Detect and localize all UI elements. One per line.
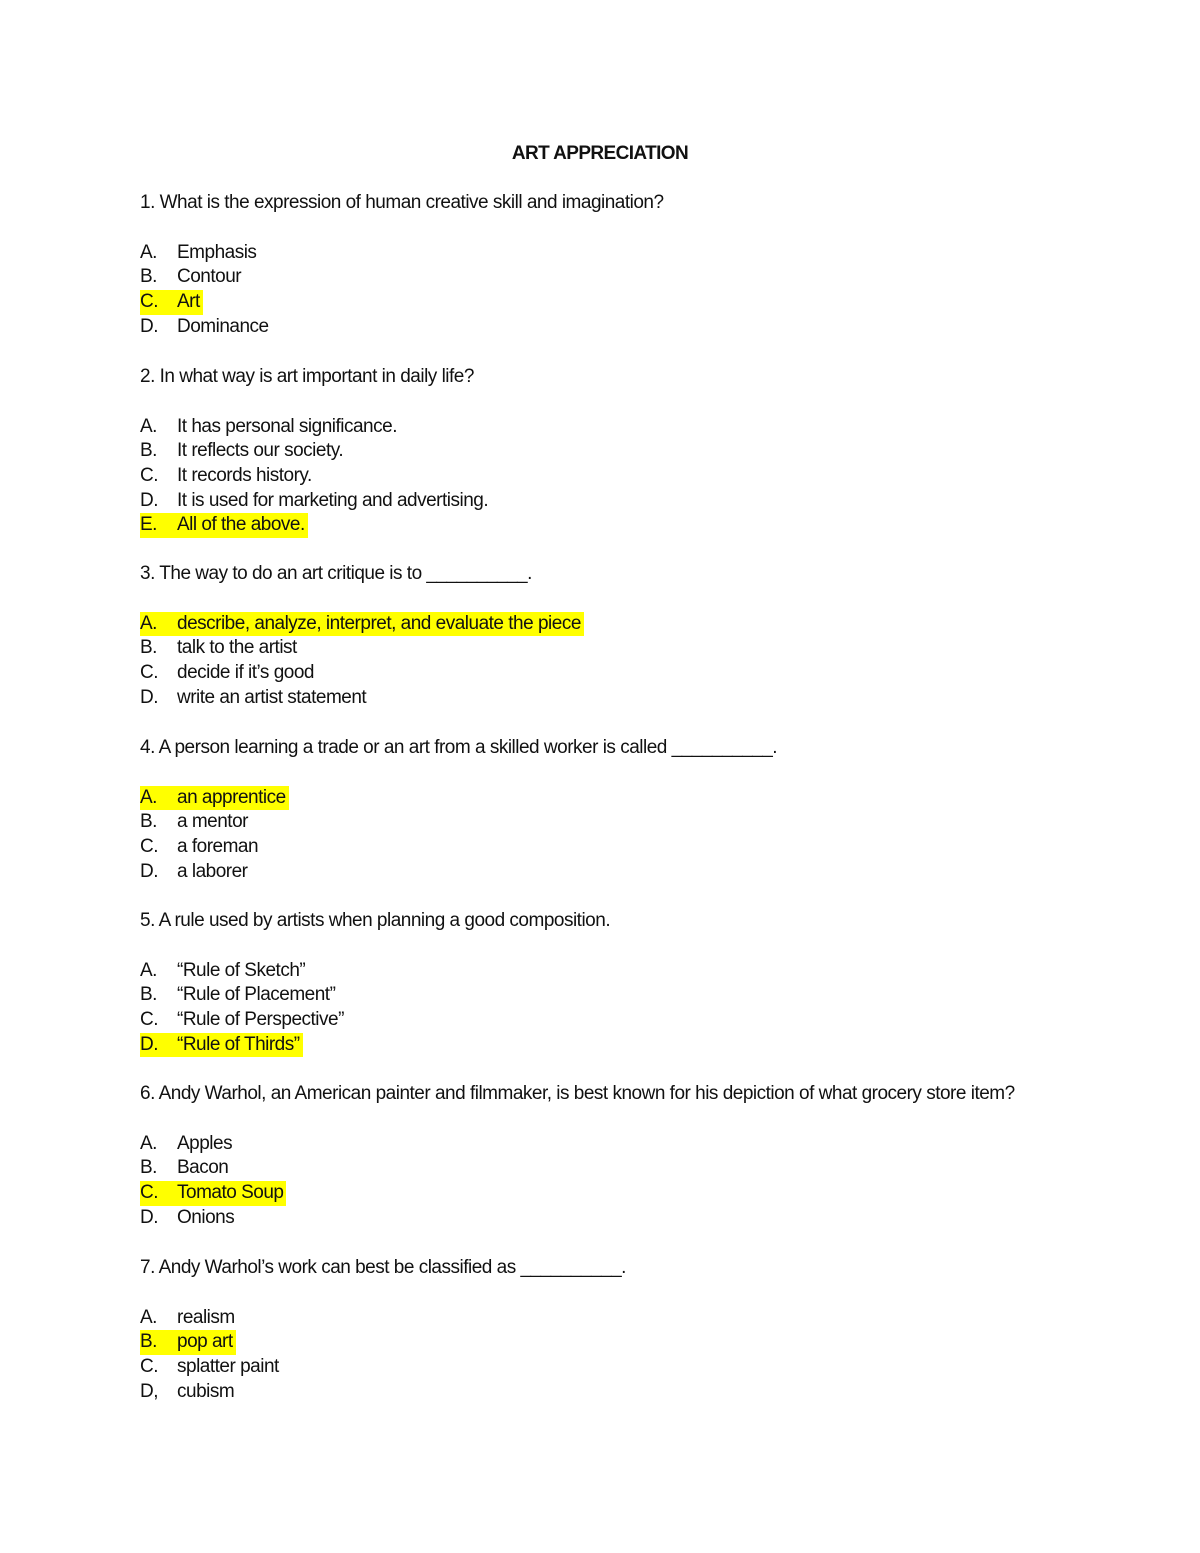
question-6 — [140, 1082, 1140, 1230]
option-text: “Rule of Placement” — [177, 984, 336, 1006]
option-letter: D, — [140, 1380, 158, 1402]
question-text: 1. What is the expression of human creative skill and imagination? — [140, 192, 664, 213]
option-text: talk to the artist — [177, 637, 297, 659]
option-c — [140, 1008, 1140, 1033]
option-letter: B. — [140, 984, 157, 1006]
option-text: “Rule of Thirds” — [177, 1033, 300, 1055]
option-text: realism — [177, 1306, 235, 1328]
question-1 — [140, 191, 1140, 339]
option-c — [140, 1181, 1140, 1206]
option-text: It reflects our society. — [177, 440, 344, 462]
option-letter: A. — [140, 415, 157, 437]
question-text: 5. A rule used by artists when planning a good composition. — [140, 910, 611, 931]
option-text: a foreman — [177, 835, 259, 857]
option-b — [140, 983, 1140, 1008]
option-d — [140, 1033, 1140, 1058]
option-a — [140, 1132, 1140, 1157]
option-letter: C. — [140, 464, 158, 486]
question-text: 7. Andy Warhol’s work can best be classified as __________. — [140, 1257, 626, 1278]
option-text: “Rule of Perspective” — [177, 1008, 344, 1030]
option-d — [140, 1206, 1140, 1231]
option-letter: C. — [140, 661, 158, 683]
option-text: an apprentice — [177, 786, 286, 808]
option-letter: A. — [140, 1306, 157, 1328]
option-letter: A. — [140, 612, 157, 634]
option-text: a laborer — [177, 860, 248, 882]
option-text: Apples — [177, 1132, 233, 1154]
option-letter: D. — [140, 1206, 158, 1228]
option-d — [140, 686, 1140, 711]
option-d — [140, 860, 1140, 885]
document-title: ART APPRECIATION — [511, 143, 689, 164]
option-d — [140, 1380, 1140, 1405]
option-text: write an artist statement — [177, 686, 367, 708]
option-text: Emphasis — [177, 241, 257, 263]
option-b — [140, 265, 1140, 290]
option-text: splatter paint — [177, 1355, 279, 1377]
option-letter: C. — [140, 835, 158, 857]
option-a — [140, 959, 1140, 984]
question-3 — [140, 562, 1140, 710]
question-text: 2. In what way is art important in daily life? — [140, 366, 474, 387]
option-letter: D. — [140, 489, 158, 511]
option-c — [140, 661, 1140, 686]
option-letter: B. — [140, 1331, 157, 1353]
question-2 — [140, 365, 1140, 538]
option-letter: B. — [140, 266, 157, 288]
option-letter: D. — [140, 860, 158, 882]
option-letter: C. — [140, 1008, 158, 1030]
option-b — [140, 1156, 1140, 1181]
option-letter: B. — [140, 637, 157, 659]
question-4 — [140, 736, 1140, 884]
option-b — [140, 1330, 1140, 1355]
answer-options — [140, 786, 1140, 885]
option-text: It is used for marketing and advertising. — [177, 489, 489, 511]
option-text: pop art — [177, 1331, 233, 1353]
option-letter: C. — [140, 290, 158, 312]
option-text: It records history. — [177, 464, 312, 486]
answer-options — [140, 415, 1140, 538]
option-letter: B. — [140, 811, 157, 833]
option-letter: D. — [140, 1033, 158, 1055]
option-letter: D. — [140, 315, 158, 337]
option-a — [140, 786, 1140, 811]
option-a — [140, 241, 1140, 266]
option-text: describe, analyze, interpret, and evaluate the piece — [177, 612, 581, 634]
option-c — [140, 290, 1140, 315]
option-a — [140, 415, 1140, 440]
option-letter: D. — [140, 686, 158, 708]
answer-options — [140, 612, 1140, 711]
option-letter: C. — [140, 1355, 158, 1377]
answer-options — [140, 241, 1140, 340]
option-text: Dominance — [177, 315, 269, 337]
option-text: Art — [177, 290, 200, 312]
option-text: Contour — [177, 266, 242, 288]
option-letter: C. — [140, 1181, 158, 1203]
option-letter: A. — [140, 241, 157, 263]
option-text: cubism — [177, 1380, 235, 1402]
option-letter: E. — [140, 514, 157, 536]
question-text: 3. The way to do an art critique is to __________. — [140, 563, 532, 584]
option-b — [140, 439, 1140, 464]
answer-options — [140, 1306, 1140, 1405]
question-7 — [140, 1256, 1140, 1404]
option-a — [140, 1306, 1140, 1331]
option-b — [140, 636, 1140, 661]
option-b — [140, 810, 1140, 835]
answer-options — [140, 1132, 1140, 1231]
option-text: All of the above. — [177, 514, 305, 536]
question-5 — [140, 909, 1140, 1057]
option-text: a mentor — [177, 811, 248, 833]
option-letter: A. — [140, 786, 157, 808]
option-text: It has personal significance. — [177, 415, 397, 437]
option-text: Onions — [177, 1206, 235, 1228]
option-letter: A. — [140, 959, 157, 981]
answer-options — [140, 959, 1140, 1058]
option-e — [140, 513, 1140, 538]
option-letter: B. — [140, 440, 157, 462]
option-c — [140, 835, 1140, 860]
option-text: Bacon — [177, 1157, 229, 1179]
option-text: decide if it’s good — [177, 661, 314, 683]
question-text: 4. A person learning a trade or an art from a skilled worker is called __________. — [140, 737, 778, 758]
question-text: 6. Andy Warhol, an American painter and filmmaker, is best known for his depiction of what grocery store item? — [140, 1083, 1015, 1104]
option-d — [140, 489, 1140, 514]
option-letter: A. — [140, 1132, 157, 1154]
option-c — [140, 464, 1140, 489]
option-text: “Rule of Sketch” — [177, 959, 306, 981]
option-c — [140, 1355, 1140, 1380]
option-letter: B. — [140, 1157, 157, 1179]
option-d — [140, 315, 1140, 340]
option-text: Tomato Soup — [177, 1181, 284, 1203]
option-a — [140, 612, 1140, 637]
